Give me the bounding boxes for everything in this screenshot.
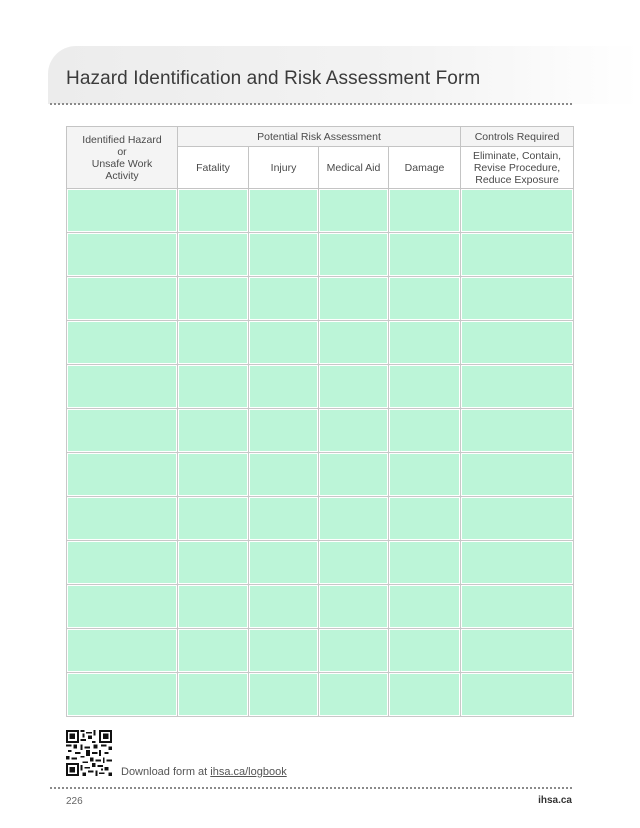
controls-header: Controls Required bbox=[461, 127, 574, 147]
hazard-column-header bbox=[67, 127, 178, 189]
damage-cell[interactable] bbox=[389, 541, 461, 585]
medical-aid-cell[interactable] bbox=[319, 541, 389, 585]
form-row bbox=[67, 321, 574, 365]
hazard-header-line: Unsafe Work bbox=[91, 157, 153, 170]
hazard-cell[interactable] bbox=[67, 277, 178, 321]
injury-cell[interactable] bbox=[249, 409, 319, 453]
header-divider bbox=[50, 103, 572, 105]
form-row bbox=[67, 189, 574, 233]
controls-cell[interactable] bbox=[461, 673, 574, 717]
injury-cell[interactable] bbox=[249, 497, 319, 541]
hazard-cell[interactable] bbox=[67, 321, 178, 365]
controls-cell[interactable] bbox=[461, 585, 574, 629]
fatality-column-header: Fatality bbox=[178, 147, 249, 189]
medical-aid-cell[interactable] bbox=[319, 629, 389, 673]
hazard-cell[interactable] bbox=[67, 673, 178, 717]
page-title: Hazard Identification and Risk Assessment Form bbox=[66, 68, 481, 89]
controls-cell[interactable] bbox=[461, 409, 574, 453]
injury-cell[interactable] bbox=[249, 189, 319, 233]
controls-cell[interactable] bbox=[461, 189, 574, 233]
hazard-cell[interactable] bbox=[67, 365, 178, 409]
fatality-cell[interactable] bbox=[178, 277, 249, 321]
controls-cell[interactable] bbox=[461, 453, 574, 497]
controls-subheader-line: Reduce Exposure bbox=[475, 173, 559, 186]
hazard-cell[interactable] bbox=[67, 585, 178, 629]
hazard-cell[interactable] bbox=[67, 189, 178, 233]
medical-aid-cell[interactable] bbox=[319, 277, 389, 321]
fatality-cell[interactable] bbox=[178, 409, 249, 453]
form-row bbox=[67, 277, 574, 321]
hazard-cell[interactable] bbox=[67, 409, 178, 453]
damage-cell[interactable] bbox=[389, 673, 461, 717]
medical-aid-cell[interactable] bbox=[319, 497, 389, 541]
controls-subheader-line: Revise Procedure, bbox=[473, 161, 561, 174]
controls-cell[interactable] bbox=[461, 233, 574, 277]
qr-code-icon bbox=[66, 730, 112, 776]
fatality-cell[interactable] bbox=[178, 365, 249, 409]
fatality-cell[interactable] bbox=[178, 497, 249, 541]
hazard-header-line: Activity bbox=[105, 169, 139, 182]
injury-cell[interactable] bbox=[249, 233, 319, 277]
controls-cell[interactable] bbox=[461, 497, 574, 541]
medical-aid-cell[interactable] bbox=[319, 673, 389, 717]
hazard-header-line: Identified Hazard bbox=[82, 133, 162, 146]
fatality-cell[interactable] bbox=[178, 189, 249, 233]
form-row bbox=[67, 409, 574, 453]
controls-cell[interactable] bbox=[461, 321, 574, 365]
injury-cell[interactable] bbox=[249, 321, 319, 365]
fatality-cell[interactable] bbox=[178, 233, 249, 277]
damage-cell[interactable] bbox=[389, 321, 461, 365]
form-row bbox=[67, 585, 574, 629]
form-row bbox=[67, 497, 574, 541]
medical-aid-column-header: Medical Aid bbox=[319, 147, 389, 189]
controls-cell[interactable] bbox=[461, 541, 574, 585]
injury-cell[interactable] bbox=[249, 585, 319, 629]
controls-cell[interactable] bbox=[461, 365, 574, 409]
form-row bbox=[67, 541, 574, 585]
hazard-cell[interactable] bbox=[67, 233, 178, 277]
form-body bbox=[67, 189, 574, 717]
medical-aid-cell[interactable] bbox=[319, 453, 389, 497]
damage-cell[interactable] bbox=[389, 453, 461, 497]
form-row bbox=[67, 365, 574, 409]
hazard-cell[interactable] bbox=[67, 629, 178, 673]
hazard-cell[interactable] bbox=[67, 497, 178, 541]
risk-group-header: Potential Risk Assessment bbox=[178, 127, 461, 147]
medical-aid-cell[interactable] bbox=[319, 189, 389, 233]
damage-cell[interactable] bbox=[389, 189, 461, 233]
injury-cell[interactable] bbox=[249, 277, 319, 321]
download-prefix: Download form at bbox=[121, 766, 211, 778]
fatality-cell[interactable] bbox=[178, 585, 249, 629]
form-row bbox=[67, 629, 574, 673]
controls-subheader bbox=[461, 147, 574, 189]
damage-cell[interactable] bbox=[389, 497, 461, 541]
download-link[interactable]: ihsa.ca/logbook bbox=[210, 766, 287, 778]
page-number: 226 bbox=[66, 796, 83, 807]
site-name: ihsa.ca bbox=[538, 795, 572, 806]
controls-cell[interactable] bbox=[461, 629, 574, 673]
damage-cell[interactable] bbox=[389, 629, 461, 673]
form-row bbox=[67, 233, 574, 277]
fatality-cell[interactable] bbox=[178, 673, 249, 717]
injury-cell[interactable] bbox=[249, 541, 319, 585]
medical-aid-cell[interactable] bbox=[319, 409, 389, 453]
form-row bbox=[67, 453, 574, 497]
injury-cell[interactable] bbox=[249, 629, 319, 673]
hazard-cell[interactable] bbox=[67, 541, 178, 585]
hazard-cell[interactable] bbox=[67, 453, 178, 497]
form-row bbox=[67, 673, 574, 717]
medical-aid-cell[interactable] bbox=[319, 321, 389, 365]
medical-aid-cell[interactable] bbox=[319, 365, 389, 409]
fatality-cell[interactable] bbox=[178, 453, 249, 497]
medical-aid-cell[interactable] bbox=[319, 233, 389, 277]
footer-divider bbox=[50, 787, 572, 789]
damage-cell[interactable] bbox=[389, 365, 461, 409]
fatality-cell[interactable] bbox=[178, 321, 249, 365]
injury-cell[interactable] bbox=[249, 673, 319, 717]
controls-cell[interactable] bbox=[461, 277, 574, 321]
medical-aid-cell[interactable] bbox=[319, 585, 389, 629]
damage-cell[interactable] bbox=[389, 409, 461, 453]
controls-subheader-line: Eliminate, Contain, bbox=[472, 149, 562, 162]
injury-cell[interactable] bbox=[249, 453, 319, 497]
fatality-cell[interactable] bbox=[178, 629, 249, 673]
damage-cell[interactable] bbox=[389, 277, 461, 321]
risk-assessment-table bbox=[66, 126, 574, 717]
injury-cell[interactable] bbox=[249, 365, 319, 409]
damage-cell[interactable] bbox=[389, 233, 461, 277]
damage-column-header: Damage bbox=[389, 147, 461, 189]
damage-cell[interactable] bbox=[389, 585, 461, 629]
hazard-header-line: or bbox=[117, 145, 127, 158]
injury-column-header: Injury bbox=[249, 147, 319, 189]
download-note bbox=[121, 766, 287, 778]
fatality-cell[interactable] bbox=[178, 541, 249, 585]
